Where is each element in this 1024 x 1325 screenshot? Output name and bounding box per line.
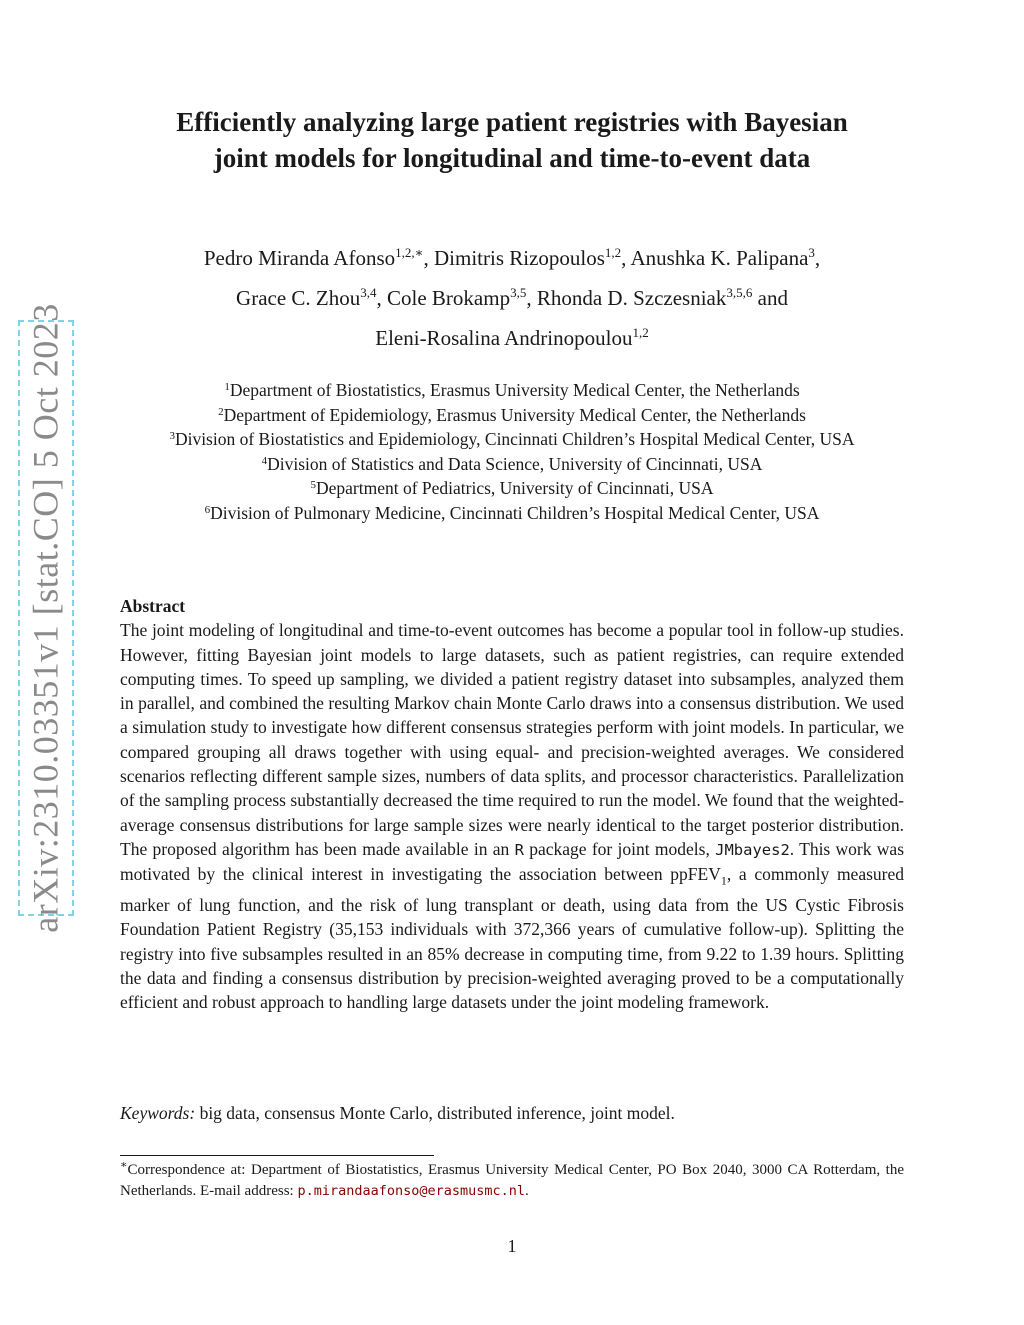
arxiv-identifier-text: arXiv:2310.03351v1 [stat.CO] 5 Oct 2023 (26, 303, 66, 933)
affiliation: $^3$Division of Biostatistics and Epidemiology, Cincinnati Children’s Hospital Medical Center, USA (169, 429, 855, 449)
email-link[interactable]: p.mirandaafonso@erasmusmc.nl (297, 1183, 526, 1199)
page-number: 1 (507, 1236, 517, 1256)
author-list (110, 238, 914, 358)
affiliation: $^1$Department of Biostatistics, Erasmus University Medical Center, the Netherlands (224, 380, 800, 400)
keywords (120, 1101, 904, 1125)
affiliation: $^4$Division of Statistics and Data Science, University of Cincinnati, USA (261, 453, 763, 474)
paper-title: Efficiently analyzing large patient registries with Bayesian joint models for longitudinal and time-to-event data (176, 107, 848, 173)
author: Rhonda D. Szczesniak$^{3,5,6}$ and (536, 285, 788, 310)
abstract (120, 594, 904, 1015)
keywords-text: big data, consensus Monte Carlo, distributed inference, joint model. (199, 1103, 675, 1123)
author: Dimitris Rizopoulos$^{1,2}$, (433, 245, 631, 270)
code-r: R (514, 840, 524, 859)
author: Grace C. Zhou$^{3,4}$, (236, 285, 387, 310)
affiliation: $^6$Division of Pulmonary Medicine, Cincinnati Children’s Hospital Medical Center, USA (204, 502, 820, 523)
footnote-divider (120, 1155, 434, 1156)
abstract-body: The joint modeling of longitudinal and time-to-event outcomes has become a popular tool in follow-up studies. However, fitting Bayesian joint models to large datasets, such as patient registries, can require extended computing times. To speed up sampling, we divided a patient registry dataset into subsamples, analyzed them in parallel, and combined the resulting Markov chain Monte Carlo draws into a consensus distribution. We used a simulation study to investigate how different consensus strategies perform with joint models. In particular, we compared grouping all draws together with using equal- and precision-weighted averages. We considered scenarios reflecting different sample sizes, numbers of data splits, and processor characteristics. Parallelization of the sampling process substantially decreased the time required to run the model. We found that the weighted-average consensus distributions for large sample sizes were nearly identical to the target posterior distribution. The proposed algorithm has been made available in an R package for joint models, JMbayes2. This work was motivated by the clinical interest in investigating the association between ppFEV$_1$, a commonly measured marker of lung function, and the risk of lung transplant or death, using data from the US Cystic Fibrosis Foundation Patient Registry (35,153 individuals with 372,366 years of cumulative follow-up). Splitting the registry into five subsamples resulted in an 85% decrease in computing time, from 9.22 to 1.39 hours. Splitting the data and finding a consensus distribution by precision-weighted averaging proved to be a computationally efficient and robust approach to handling large datasets under the joint modeling framework. (120, 620, 905, 1013)
keywords-label: Keywords: (120, 1103, 196, 1123)
code-package-name: JMbayes2 (715, 840, 790, 859)
author: Eleni-Rosalina Andrinopoulou$^{1,2}$ (375, 325, 649, 350)
author: Anushka K. Palipana$^3$, (630, 245, 821, 270)
author: Pedro Miranda Afonso$^{1,2,∗}$, (203, 245, 434, 270)
affiliation: $^2$Department of Epidemiology, Erasmus University Medical Center, the Netherlands (218, 404, 806, 425)
author: Cole Brokamp$^{3,5}$, (387, 285, 537, 310)
arxiv-identifier-stamp (18, 303, 74, 933)
affiliation-list (110, 378, 914, 525)
abstract-heading: Abstract (120, 596, 186, 616)
affiliation: $^5$Department of Pediatrics, University of Cincinnati, USA (310, 478, 714, 498)
correspondence-footnote: ∗Correspondence at: Department of Biostatistics, Erasmus University Medical Center, PO Box 2040, 3000 CA Rotterdam, the Netherlands. E-mail address: p.mirandaafonso@erasmusmc.nl. (120, 1159, 904, 1199)
